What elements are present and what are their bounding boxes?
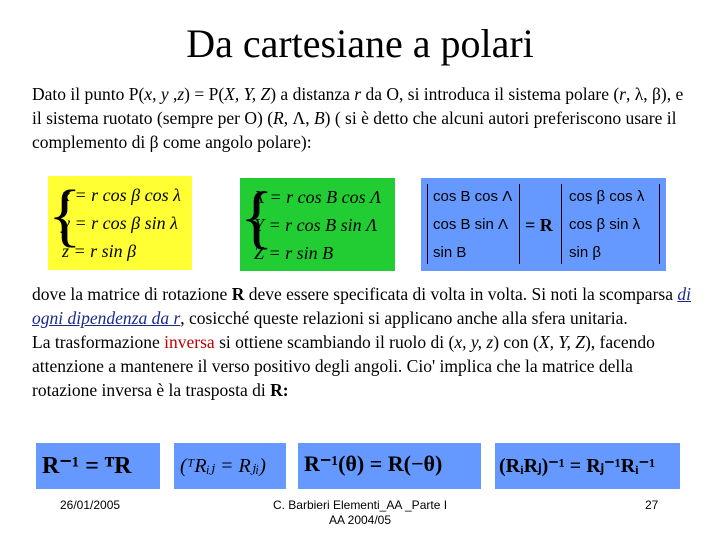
body-run: si ottiene scambiando il ruolo di ( (214, 332, 455, 352)
body-run: inversa (164, 332, 215, 352)
body-run: di ogni dipendenza da r (32, 284, 691, 328)
yellow-equation-box (48, 176, 192, 270)
intro-run: , (168, 84, 178, 104)
slide-title: Da cartesiane a polari (186, 21, 534, 66)
right-bracket (659, 184, 660, 264)
body-run: deve essere specificata di volta in volta. Si noti la scomparsa (244, 284, 678, 304)
intro-run: R (273, 108, 284, 128)
body-run: La trasformazione (32, 332, 165, 352)
eq-transpose-elements: (ᵀRᵢⱼ = Rⱼᵢ) (180, 455, 266, 477)
eq-inverse-angle: R⁻¹(θ) = R(−θ) (304, 451, 443, 476)
left-brace-icon: { (48, 177, 82, 254)
footer-author: C. Barbieri Elementi_AA _Parte I (272, 498, 448, 512)
intro-run: X, Y, Z (224, 84, 271, 104)
mat-right-3: sin β (569, 244, 601, 261)
eq-X: X = r cos B cos Λ (254, 187, 382, 207)
intro-run: , Λ, (283, 108, 314, 128)
eq-inverse-transpose: R⁻¹ = ᵀR (42, 453, 132, 479)
mat-left-3: sin B (433, 244, 467, 261)
intro-run: r (619, 84, 626, 104)
body-run: dove la matrice di rotazione (32, 284, 232, 304)
eq-Z: Z = r sin B (254, 243, 334, 263)
body-run: ) con ( (493, 332, 539, 352)
mat-left-1: cos B cos Λ (433, 188, 513, 205)
mat-right-2: cos β sin λ (569, 216, 641, 233)
green-equation-box (240, 178, 395, 271)
intro-run: ) a distanza (270, 84, 355, 104)
right-bracket (519, 184, 520, 264)
footer-center (240, 498, 480, 528)
intro-run: Dato il punto P( (32, 84, 145, 104)
intro-run: x, y (144, 84, 169, 104)
body-run: x, y, z (454, 332, 494, 352)
eq-box-4 (495, 443, 680, 489)
body-run: , cosicché queste relazioni si applicano anche alla sfera unitaria. (180, 308, 628, 328)
footer-year: AA 2004/05 (328, 513, 392, 527)
eq-Y: Y = r cos B sin Λ (254, 215, 378, 235)
left-brace-icon: { (240, 179, 274, 256)
intro-run: ) ( si è detto che alcuni autori preferiscono usare il complemento di β come angolo polare): (32, 108, 677, 152)
body-run: R: (270, 380, 289, 400)
eq-box-2 (174, 443, 286, 489)
eq-z: z = r sin β (62, 241, 137, 261)
footer-page: 27 (645, 498, 659, 512)
intro-run: ) = P( (184, 84, 225, 104)
blue-matrix-box (421, 178, 666, 271)
intro-run: z (177, 84, 185, 104)
body-paragraph (32, 282, 692, 402)
eq-box-3 (298, 443, 481, 489)
intro-run: r (354, 84, 362, 104)
equals-R: = R (525, 215, 553, 235)
eq-x: x = r cos β cos λ (62, 185, 181, 205)
eq-y: y = r cos β sin λ (62, 213, 178, 233)
intro-run: B (313, 108, 325, 128)
footer-date: 26/01/2005 (60, 498, 121, 512)
body-run: R (231, 284, 245, 304)
eq-box-1 (36, 443, 160, 489)
body-run: ), facendo attenzione a mantenere il verso positivo degli angoli. Cio' implica che la matrice della rotazione inversa è la trasposta di (32, 332, 655, 400)
left-bracket (427, 184, 428, 264)
left-bracket (561, 184, 562, 264)
mat-left-2: cos B sin Λ (433, 216, 509, 233)
mat-right-1: cos β cos λ (569, 188, 645, 205)
intro-run: da O, si introduca il sistema polare ( (361, 84, 620, 104)
intro-run: , λ, β), e il sistema ruotato (sempre per O) ( (32, 84, 684, 128)
intro-paragraph (32, 82, 692, 154)
eq-product-inverse: (RᵢRⱼ)⁻¹ = Rⱼ⁻¹Rᵢ⁻¹ (499, 455, 656, 477)
body-run: X, Y, Z (538, 332, 585, 352)
